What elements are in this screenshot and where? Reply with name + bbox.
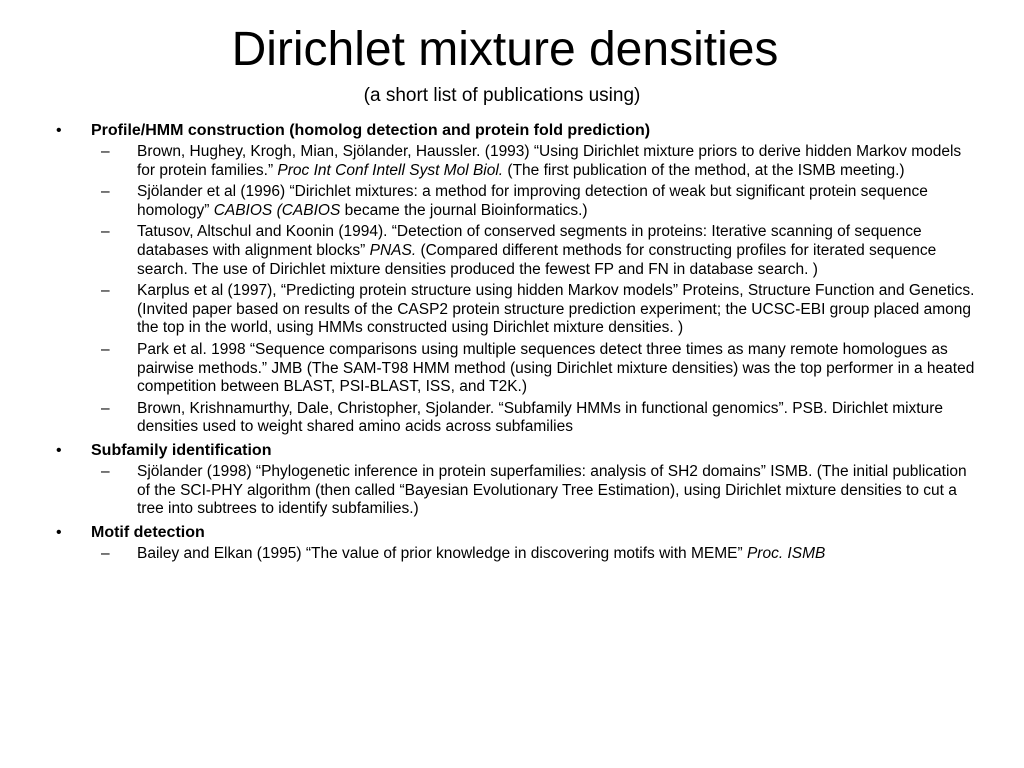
- reference-text: Park et al. 1998 “Sequence comparisons using multiple sequences detect three times as many remote homologues as pairwise methods.” JMB (The SAM-T98 HMM method (using Dirichlet mixture densities) was the top performer in a heated competition between BLAST, PSI-BLAST, ISS, and T2K.): [137, 340, 975, 396]
- journal-name: CABIOS (CABIOS: [213, 201, 341, 219]
- dash-marker: –: [101, 399, 110, 417]
- dash-marker: –: [101, 282, 110, 300]
- reference-text: Karplus et al (1997), “Predicting protein structure using hidden Markov models” Proteins, Structure Function and Genetics. (Invited paper based on results of the CASP2 protein structure prediction experiment; the UCSC-EBI group placed among the top in the world, using HMMs constructed using Dirichlet mixture densities. ): [137, 282, 975, 337]
- reference-item: [0, 183, 1024, 220]
- reference-text: Bailey and Elkan (1995) “The value of prior knowledge in discovering motifs with MEME”: [137, 544, 747, 562]
- topic-section: [0, 440, 1024, 519]
- reference-note: (Compared different methods for constructing profiles for iterated sequence search. The use of Dirichlet mixture densities produced the fewest FP and FN in database search. ): [137, 241, 937, 278]
- reference-item: [0, 463, 1024, 519]
- reference-item: [0, 341, 1024, 397]
- reference-note: (The first publication of the method, at the ISMB meeting.): [503, 161, 905, 179]
- dash-marker: –: [101, 462, 110, 480]
- dash-marker: –: [101, 544, 110, 562]
- reference-text: Tatusov, Altschul and Koonin (1994). “Detection of conserved segments in proteins: Iterative scanning of sequence databases with alignment blocks”: [137, 223, 922, 259]
- journal-name: PNAS.: [369, 241, 417, 259]
- dash-marker: –: [101, 223, 110, 241]
- bullet-marker: •: [56, 441, 62, 459]
- reference-item: [0, 282, 1024, 338]
- reference-item: [0, 223, 1024, 279]
- reference-item: [0, 143, 1024, 180]
- topic-section: [0, 120, 1024, 437]
- reference-text: Brown, Krishnamurthy, Dale, Christopher, Sjolander. “Subfamily HMMs in functional genomics”. PSB. Dirichlet mixture densities used to weight shared amino acids across subfamilies: [137, 399, 944, 436]
- bullet-marker: •: [56, 122, 62, 139]
- journal-name: Proc Int Conf Intell Syst Mol Biol.: [277, 161, 504, 179]
- dash-marker: –: [101, 183, 110, 201]
- topic-heading: Subfamily identification: [91, 441, 272, 459]
- reference-text: Sjölander (1998) “Phylogenetic inference in protein superfamilies: analysis of SH2 domains” ISMB. (The initial publication of the SCI-PHY algorithm (then called “Bayesian Evolutionary Tree Estimation), using Dirichlet mixture densities to cut a tree into subtrees to identify subfamilies.): [137, 462, 967, 518]
- reference-item: [0, 400, 1024, 437]
- slide-title: Dirichlet mixture densities: [231, 23, 779, 76]
- publication-list: [0, 120, 1024, 566]
- reference-list: [0, 545, 1024, 564]
- topic-heading: Profile/HMM construction (homolog detection and protein fold prediction): [91, 122, 651, 139]
- reference-list: [0, 143, 1024, 437]
- bullet-marker: •: [56, 523, 62, 541]
- reference-note: became the journal Bioinformatics.): [340, 201, 588, 219]
- slide-subtitle: (a short list of publications using): [363, 85, 641, 106]
- dash-marker: –: [101, 340, 110, 358]
- dash-marker: –: [101, 143, 110, 160]
- topic-heading: Motif detection: [91, 523, 205, 541]
- reference-list: [0, 463, 1024, 519]
- topic-section: [0, 522, 1024, 564]
- reference-text: Sjölander et al (1996) “Dirichlet mixtures: a method for improving detection of weak but significant protein sequence homology”: [137, 183, 928, 219]
- reference-text: Brown, Hughey, Krogh, Mian, Sjölander, Haussler. (1993) “Using Dirichlet mixture priors to derive hidden Markov models for protein families.”: [137, 143, 962, 179]
- reference-item: [0, 545, 1024, 564]
- journal-name: Proc. ISMB: [746, 544, 826, 562]
